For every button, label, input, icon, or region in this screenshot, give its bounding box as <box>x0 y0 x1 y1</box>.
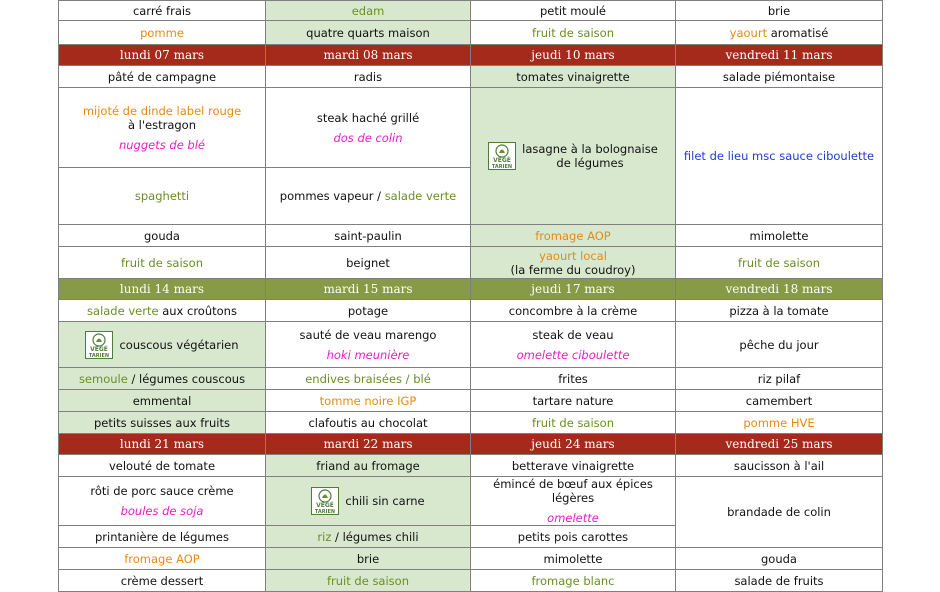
menu-row <box>59 247 883 279</box>
vegetarian-badge-text: VÉGÉ <box>90 345 109 353</box>
dish-line <box>678 149 880 163</box>
dish-text: / légumes chili <box>331 529 419 544</box>
dish-line <box>268 394 468 408</box>
menu-cell <box>676 570 883 592</box>
menu-row <box>59 66 883 88</box>
menu-cell <box>471 477 676 526</box>
dish-line <box>61 459 263 473</box>
menu-cell <box>59 88 266 168</box>
menu-row <box>59 412 883 434</box>
menu-cell <box>266 570 471 592</box>
dish-text: mimolette <box>543 551 603 566</box>
dish-text: pommes vapeur <box>279 189 374 203</box>
dish-text: pizza à la tomate <box>729 303 829 318</box>
dish-line <box>268 459 468 473</box>
dish-text: fromage AOP <box>124 551 200 566</box>
menu-cell <box>266 526 471 548</box>
day-header: lundi 14 mars <box>59 279 266 300</box>
day-header: jeudi 17 mars <box>471 279 676 300</box>
dish-line <box>268 348 468 362</box>
menu-row <box>59 1 883 21</box>
menu-cell <box>266 247 471 279</box>
day-header: lundi 21 mars <box>59 434 266 455</box>
dish-line <box>678 574 880 588</box>
week-header-row <box>59 279 883 300</box>
dish-line <box>473 416 673 430</box>
dish-text: omelette <box>547 511 599 525</box>
dish-text: quatre quarts maison <box>306 25 430 40</box>
dish-line <box>268 304 468 318</box>
dish-line <box>678 416 880 430</box>
menu-cell <box>471 368 676 390</box>
menu-cell <box>266 300 471 322</box>
vegetarian-badge-text: TARIEN <box>315 509 336 515</box>
dish-text: riz pilaf <box>757 371 801 386</box>
dish-line <box>473 394 673 408</box>
menu-cell <box>59 526 266 548</box>
menu-cell <box>471 390 676 412</box>
dish-line <box>473 263 673 277</box>
dish-line <box>61 416 263 430</box>
menu-body <box>59 1 883 592</box>
dish-line <box>473 372 673 386</box>
dish-text: / <box>373 189 385 203</box>
dish-text: pâté de campagne <box>107 69 217 84</box>
menu-cell <box>59 548 266 570</box>
dish-line <box>61 504 263 518</box>
dish-text: boules de soja <box>120 504 204 518</box>
menu-cell <box>59 570 266 592</box>
dish-text: frites <box>558 371 588 386</box>
dish-line <box>61 26 263 40</box>
menu-cell <box>676 477 883 548</box>
dish-line <box>678 372 880 386</box>
dish-line <box>678 459 880 473</box>
dish-text: hoki meunière <box>326 347 410 362</box>
menu-cell <box>59 247 266 279</box>
day-header: vendredi 25 mars <box>676 434 883 455</box>
dish-text: à l'estragon <box>127 117 197 132</box>
dish-line <box>61 552 263 566</box>
dish-line <box>678 505 880 519</box>
dish-line <box>473 574 673 588</box>
dish-text: fromage blanc <box>531 573 615 588</box>
week-header-row <box>59 434 883 455</box>
day-header: lundi 07 mars <box>59 45 266 66</box>
dish-text: sauté de veau marengo <box>299 327 437 342</box>
dish-text: aux croûtons <box>158 303 237 318</box>
dish-text: dos de colin <box>333 130 403 145</box>
dish-text: rôti de porc sauce crème <box>90 484 234 498</box>
menu-cell <box>471 570 676 592</box>
menu-row <box>59 455 883 477</box>
dish-line <box>473 328 673 342</box>
menu-cell <box>676 322 883 368</box>
menu-cell <box>676 390 883 412</box>
dish-text: beignet <box>346 255 390 270</box>
dish-text: edam <box>351 3 385 18</box>
menu-row <box>59 477 883 526</box>
menu-cell <box>59 412 266 434</box>
menu-cell <box>59 455 266 477</box>
dish-line <box>522 142 658 156</box>
dish-text: couscous végétarien <box>119 337 239 352</box>
dish-line <box>268 530 468 544</box>
dish-text: potage <box>347 303 389 318</box>
menu-cell <box>59 368 266 390</box>
vegetarian-badge-icon <box>311 487 339 515</box>
menu-cell <box>266 412 471 434</box>
menu-cell <box>676 455 883 477</box>
dish-line <box>473 511 673 525</box>
dish-line <box>345 494 424 508</box>
dish-line <box>268 26 468 40</box>
menu-cell <box>471 412 676 434</box>
menu-row <box>59 548 883 570</box>
menu-cell <box>59 322 266 368</box>
dish-text: petit moulé <box>539 3 607 18</box>
day-header: jeudi 10 mars <box>471 45 676 66</box>
dish-text: tomme noire IGP <box>319 393 417 408</box>
dish-text: gouda <box>761 551 797 566</box>
menu-cell <box>471 66 676 88</box>
menu-cell <box>59 477 266 526</box>
menu-cell <box>59 66 266 88</box>
dish-text: fromage AOP <box>535 228 611 243</box>
menu-row <box>59 368 883 390</box>
dish-text: yaourt local <box>539 248 607 263</box>
dish-text: tartare nature <box>532 393 614 408</box>
dish-text: crème dessert <box>120 573 204 588</box>
dish-text: brie <box>356 551 380 566</box>
menu-cell <box>676 1 883 21</box>
dish-line <box>473 530 673 544</box>
dish-text: gouda <box>144 228 180 243</box>
dish-line <box>268 372 468 386</box>
dish-line <box>678 229 880 243</box>
dish-line <box>268 111 468 125</box>
dish-line <box>473 229 673 243</box>
menu-cell <box>59 1 266 21</box>
dish-text: salade de fruits <box>734 573 824 588</box>
dish-line <box>268 416 468 430</box>
dish-line <box>678 304 880 318</box>
menu-cell <box>676 548 883 570</box>
dish-line <box>61 189 263 203</box>
menu-cell <box>676 88 883 225</box>
dish-text: omelette ciboulette <box>516 347 630 362</box>
dish-line <box>61 530 263 544</box>
dish-line <box>268 189 468 203</box>
dish-line <box>61 4 263 18</box>
vegetarian-badge-text: VÉGÉ <box>316 502 335 509</box>
dish-line <box>678 4 880 18</box>
dish-line <box>61 229 263 243</box>
dish-text: riz <box>317 529 332 544</box>
menu-cell <box>471 526 676 548</box>
menu-cell <box>471 88 676 225</box>
menu-cell <box>59 225 266 247</box>
menu-cell <box>676 21 883 45</box>
dish-line <box>268 574 468 588</box>
menu-cell <box>266 21 471 45</box>
dish-text: salade verte <box>384 189 457 203</box>
menu-row <box>59 300 883 322</box>
dish-line <box>61 304 263 318</box>
dish-line <box>473 304 673 318</box>
menu-cell <box>266 168 471 225</box>
dish-text: filet de lieu msc sauce ciboulette <box>683 149 875 163</box>
dish-line <box>473 348 673 362</box>
dish-text: émincé de bœuf aux épices légères <box>493 477 653 505</box>
dish-line <box>473 459 673 473</box>
dish-text: (la ferme du coudroy) <box>510 262 636 277</box>
day-header: mardi 22 mars <box>266 434 471 455</box>
dish-line <box>61 70 263 84</box>
school-menu-table <box>58 0 883 592</box>
dish-line <box>268 552 468 566</box>
dish-line <box>61 256 263 270</box>
dish-line <box>61 372 263 386</box>
dish-text: fruit de saison <box>120 255 203 270</box>
dish-line <box>473 552 673 566</box>
menu-cell <box>471 225 676 247</box>
menu-row <box>59 570 883 592</box>
dish-text: / légumes couscous <box>127 371 246 386</box>
dish-text: carré frais <box>132 3 192 18</box>
day-header: mardi 15 mars <box>266 279 471 300</box>
menu-row <box>59 225 883 247</box>
menu-cell <box>266 477 471 526</box>
dish-line <box>473 4 673 18</box>
dish-text: steak de veau <box>532 327 614 342</box>
menu-cell <box>266 390 471 412</box>
menu-row <box>59 322 883 368</box>
dish-line <box>678 338 880 352</box>
dish-text: friand au fromage <box>316 458 420 473</box>
menu-row <box>59 88 883 168</box>
menu-cell <box>59 390 266 412</box>
dish-text: emmental <box>132 393 192 408</box>
menu-cell <box>471 300 676 322</box>
dish-line <box>678 256 880 270</box>
dish-line <box>61 574 263 588</box>
menu-cell <box>471 322 676 368</box>
menu-cell <box>266 66 471 88</box>
dish-text: fruit de saison <box>531 415 614 430</box>
dish-text: fruit de saison <box>326 573 409 588</box>
dish-line <box>268 256 468 270</box>
dish-line <box>678 394 880 408</box>
vegetarian-badge-text: TARIEN <box>492 164 513 170</box>
dish-text: fruit de saison <box>531 25 614 40</box>
dish-line <box>678 26 880 40</box>
menu-cell <box>676 66 883 88</box>
dish-text: brandade de colin <box>727 505 831 519</box>
dish-line <box>473 249 673 263</box>
dish-line <box>268 229 468 243</box>
menu-cell <box>59 21 266 45</box>
menu-cell <box>471 548 676 570</box>
dish-text: endives braisées / blé <box>305 371 431 386</box>
dish-line <box>473 70 673 84</box>
menu-cell <box>266 88 471 168</box>
dish-line <box>678 70 880 84</box>
dish-text: brie <box>767 3 791 18</box>
dish-text: yaourt <box>729 25 768 40</box>
dish-text: printanière de légumes <box>95 529 229 544</box>
menu-cell <box>676 368 883 390</box>
dish-text: nuggets de blé <box>118 137 205 152</box>
dish-text: steak haché grillé <box>316 110 420 125</box>
vegetarian-badge-text: VÉGÉ <box>493 157 512 164</box>
dish-text: aromatisé <box>767 25 829 40</box>
dish-text: pomme <box>140 25 184 40</box>
dish-line <box>473 477 673 505</box>
dish-text: camembert <box>745 393 813 408</box>
menu-row <box>59 390 883 412</box>
dish-line <box>61 394 263 408</box>
dish-line <box>268 131 468 145</box>
dish-text: saint-paulin <box>334 228 402 243</box>
dish-line <box>61 138 263 152</box>
dish-text: concombre à la crème <box>508 303 638 318</box>
dish-line <box>473 26 673 40</box>
dish-text: mijoté de dinde label rouge <box>82 103 242 118</box>
menu-cell <box>471 455 676 477</box>
day-header: vendredi 18 mars <box>676 279 883 300</box>
dish-text: pêche du jour <box>739 337 819 352</box>
dish-line <box>61 118 263 132</box>
dish-text: pomme HVE <box>743 415 815 430</box>
menu-cell <box>59 300 266 322</box>
dish-text: salade verte <box>87 303 159 318</box>
dish-line <box>268 4 468 18</box>
dish-text: semoule <box>78 371 128 386</box>
day-header: vendredi 11 mars <box>676 45 883 66</box>
menu-cell <box>266 1 471 21</box>
dish-text: fruit de saison <box>737 255 820 270</box>
dish-text: betterave vinaigrette <box>511 458 635 473</box>
dish-text: lasagne à la bolognaise <box>522 142 658 156</box>
dish-text: saucisson à l'ail <box>733 458 825 473</box>
dish-text: chili sin carne <box>345 494 425 508</box>
menu-cell <box>676 247 883 279</box>
dish-line <box>678 552 880 566</box>
vegetarian-badge-text: TARIEN <box>89 352 110 359</box>
dish-text: petits pois carottes <box>517 529 629 544</box>
dish-line <box>119 338 238 352</box>
dish-text: petits suisses aux fruits <box>94 415 230 430</box>
menu-row <box>59 21 883 45</box>
dish-text: mimolette <box>749 228 809 243</box>
vegetarian-badge-icon <box>488 142 516 170</box>
dish-text: velouté de tomate <box>108 458 216 473</box>
dish-text: spaghetti <box>134 189 190 203</box>
menu-cell <box>471 247 676 279</box>
menu-cell <box>676 225 883 247</box>
dish-text: tomates vinaigrette <box>516 69 630 84</box>
menu-cell <box>471 1 676 21</box>
vegetarian-badge-icon <box>85 331 113 359</box>
menu-cell <box>266 368 471 390</box>
menu-cell <box>471 21 676 45</box>
dish-line <box>268 328 468 342</box>
week-header-row <box>59 45 883 66</box>
menu-cell <box>266 322 471 368</box>
menu-cell <box>676 412 883 434</box>
dish-text: clafoutis au chocolat <box>308 415 428 430</box>
day-header: jeudi 24 mars <box>471 434 676 455</box>
menu-cell <box>59 168 266 225</box>
menu-cell <box>676 300 883 322</box>
dish-text: de légumes <box>556 156 624 170</box>
dish-line <box>61 484 263 498</box>
dish-text: radis <box>353 69 383 84</box>
dish-line <box>522 156 658 170</box>
dish-line <box>61 104 263 118</box>
dish-line <box>268 70 468 84</box>
day-header: mardi 08 mars <box>266 45 471 66</box>
menu-cell <box>266 225 471 247</box>
menu-cell <box>266 455 471 477</box>
dish-text: salade piémontaise <box>722 69 836 84</box>
menu-cell <box>266 548 471 570</box>
